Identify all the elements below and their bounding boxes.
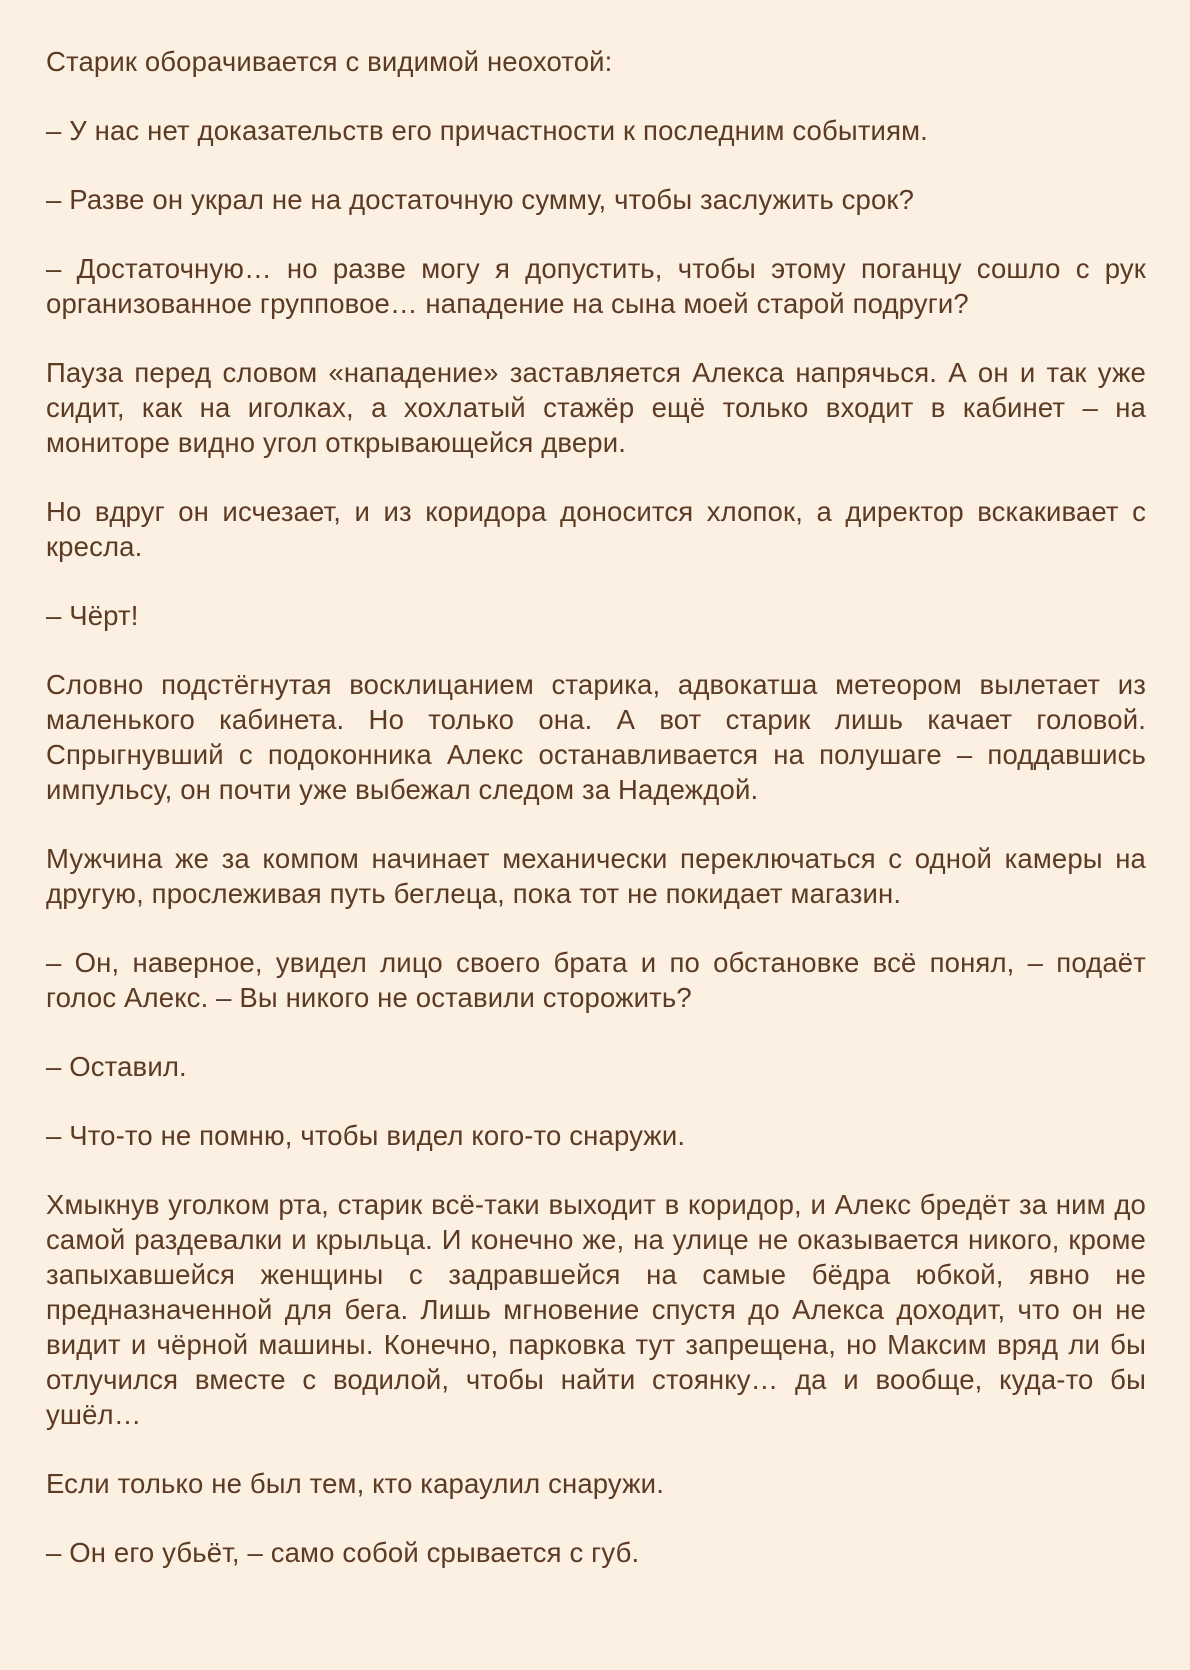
paragraph: Хмыкнув уголком рта, старик всё-таки выходит в коридор, и Алекс бредёт за ним до самой раздевалки и крыльца. И конечно же, на улице не оказывается никого, кроме запыхавшейся женщины с задравшейся на самые бёдра юбкой, явно не предназначенной для бега. Лишь мгновение спустя до Алекса доходит, что он не видит и чёрной машины. Конечно, парковка тут запрещена, но Максим вряд ли бы отлучился вместе с водилой, чтобы найти стоянку… да и вообще, куда-то бы ушёл… xyxy=(46,1189,1146,1430)
paragraph: Словно подстёгнутая восклицанием старика, адвокатша метеором вылетает из маленького кабинета. Но только она. А вот старик лишь качает головой. Спрыгнувший с подоконника Алекс останавливается на полушаге – поддавшись импульсу, он почти уже выбежал следом за Надеждой. xyxy=(46,669,1146,805)
paragraph: – Он его убьёт, – само собой срывается с губ. xyxy=(46,1537,640,1568)
paragraph: – Он, наверное, увидел лицо своего брата и по обстановке всё понял, – подаёт голос Алекс. – Вы никого не оставили сторожить? xyxy=(46,947,1146,1013)
paragraph: – Оставил. xyxy=(46,1051,187,1082)
paragraph: – Чёрт! xyxy=(46,600,139,631)
book-text xyxy=(46,44,1146,1570)
paragraph: Мужчина же за компом начинает механически переключаться с одной камеры на другую, прослеживая путь беглеца, пока тот не покидает магазин. xyxy=(46,843,1146,909)
paragraph: – У нас нет доказательств его причастности к последним событиям. xyxy=(46,115,928,146)
paragraph: – Что-то не помню, чтобы видел кого-то снаружи. xyxy=(46,1120,686,1151)
paragraph: Если только не был тем, кто караулил снаружи. xyxy=(46,1468,664,1499)
paragraph: Пауза перед словом «нападение» заставляется Алекса напрячься. А он и так уже сидит, как на иголках, а хохлатый стажёр ещё только входит в кабинет – на мониторе видно угол открывающейся двери. xyxy=(46,357,1146,458)
paragraph: – Разве он украл не на достаточную сумму, чтобы заслужить срок? xyxy=(46,184,915,215)
paragraph: Но вдруг он исчезает, и из коридора доносится хлопок, а директор вскакивает с кресла. xyxy=(46,496,1146,562)
paragraph: – Достаточную… но разве могу я допустить, чтобы этому поганцу сошло с рук организованное групповое… нападение на сына моей старой подруги? xyxy=(46,253,1146,319)
paragraph: Старик оборачивается с видимой неохотой: xyxy=(46,46,613,77)
